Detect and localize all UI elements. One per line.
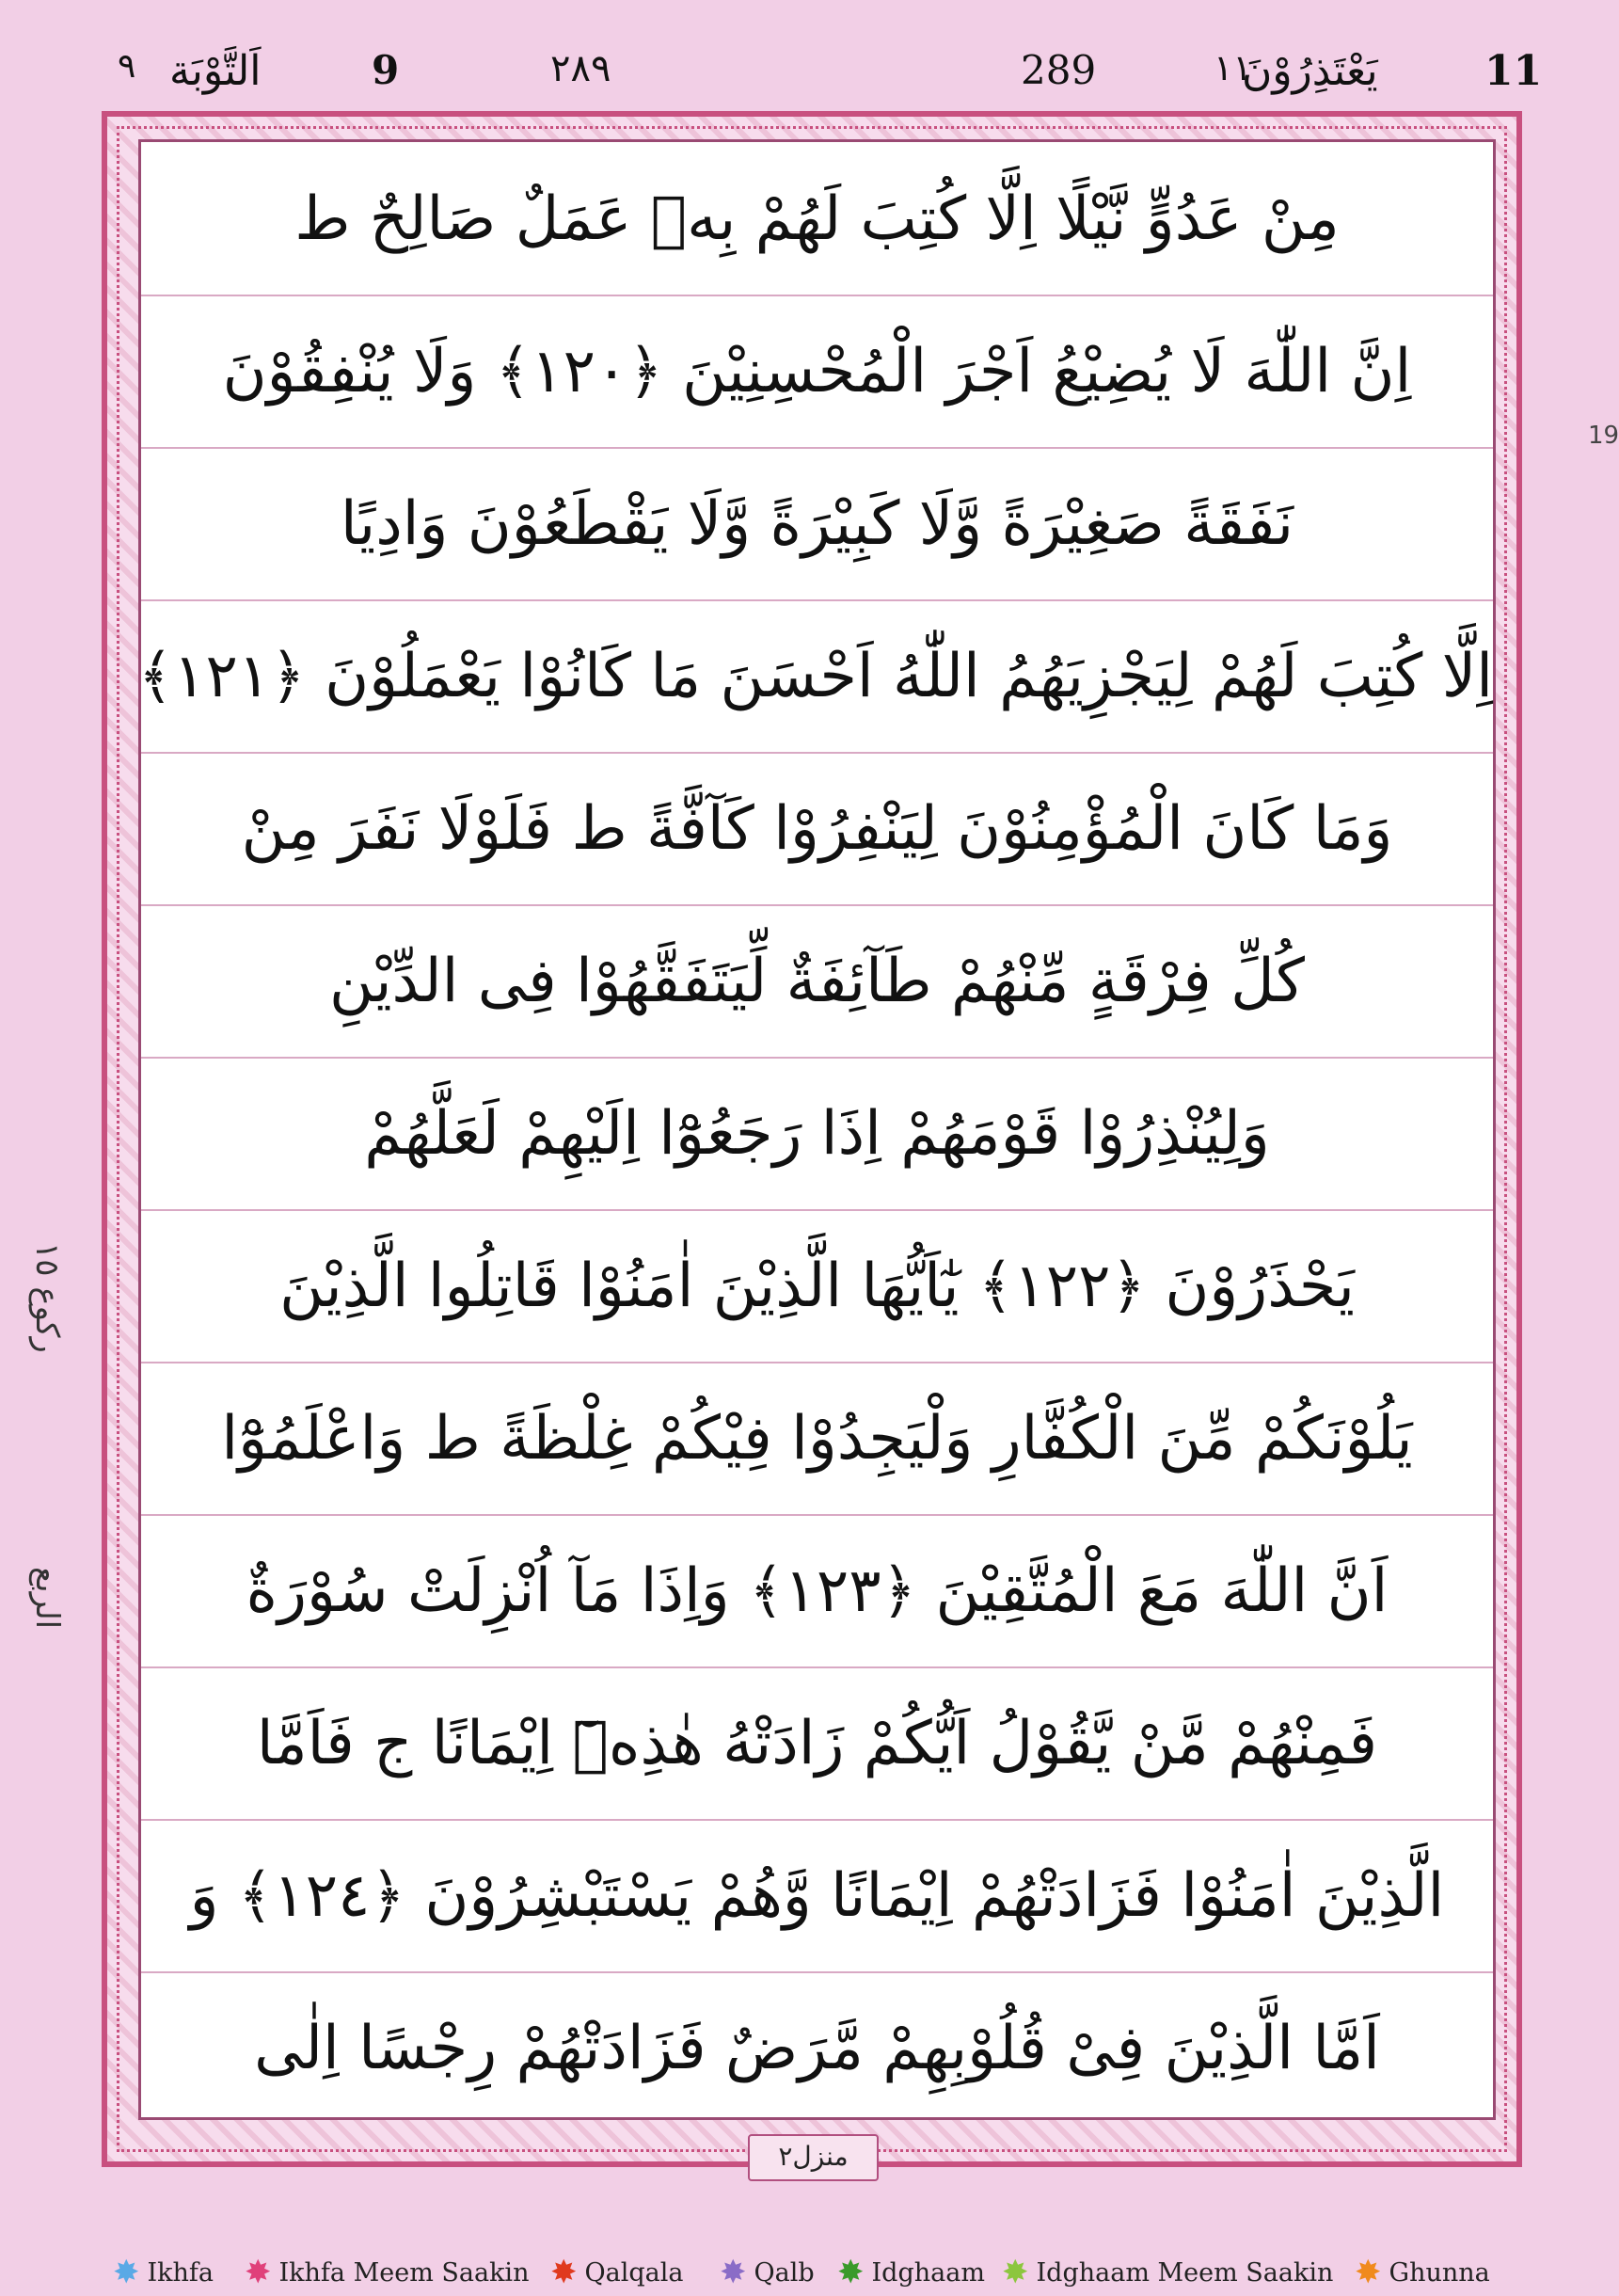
asterisk-icon: ✸ (837, 2254, 865, 2291)
page-header (0, 38, 1613, 122)
legend-item-ikhfa-meem-saakin (245, 2254, 529, 2291)
tajweed-legend (113, 2254, 1599, 2291)
text-line-4: اِلَّا كُتِبَ لَهُمْ لِيَجْزِيَهُمُ اللّٰهُ اَحْسَنَ مَا كَانُوْا يَعْمَلُوْنَ ﴿١٢١﴾ (141, 599, 1493, 754)
legend-item-idghaam-meem-saakin (1002, 2254, 1333, 2291)
legend-item-qalb (720, 2254, 815, 2291)
text-line-8: يَحْذَرُوْنَ ﴿١٢٢﴾ يٰٓاَيُّهَا الَّذِيْنَ اٰمَنُوْا قَاتِلُوا الَّذِيْنَ (141, 1209, 1493, 1363)
text-line-10: اَنَّ اللّٰهَ مَعَ الْمُتَّقِيْنَ ﴿١٢٣﴾ وَاِذَا مَآ اُنْزِلَتْ سُوْرَةٌ (141, 1514, 1493, 1668)
ruku-marker: ركوع ١٥ (28, 1242, 66, 1353)
juz-name: يَعْتَذِرُوْنَ (1242, 47, 1378, 95)
surah-number: 9 (372, 47, 400, 93)
quran-text-area (138, 139, 1496, 2120)
surah-arabic-number: ٩ (118, 47, 136, 86)
legend-label: Ikhfa Meem Saakin (278, 2257, 530, 2288)
text-line-7: وَلِيُنْذِرُوْا قَوْمَهُمْ اِذَا رَجَعُوْٓا اِلَيْهِمْ لَعَلَّهُمْ (141, 1057, 1493, 1211)
text-line-3: نَفَقَةً صَغِيْرَةً وَّلَا كَبِيْرَةً وَّلَا يَقْطَعُوْنَ وَادِيًا (141, 447, 1493, 601)
asterisk-icon: ✸ (1355, 2254, 1382, 2291)
asterisk-icon: ✸ (720, 2254, 747, 2291)
text-line-2: اِنَّ اللّٰهَ لَا يُضِيْعُ اَجْرَ الْمُحْسِنِيْنَ ﴿١٢٠﴾ وَلَا يُنْفِقُوْنَ (141, 295, 1493, 449)
legend-item-ikhfa (113, 2254, 214, 2291)
legend-label: Ghunna (1389, 2257, 1490, 2288)
surah-name: اَلتَّوْبَة (169, 47, 262, 95)
legend-label: Qalb (754, 2257, 815, 2288)
text-line-1: مِنْ عَدُوٍّ نَّيْلًا اِلَّا كُتِبَ لَهُمْ بِهٖ عَمَلٌ صَالِحٌ ط (141, 142, 1493, 296)
text-line-12: الَّذِيْنَ اٰمَنُوْا فَزَادَتْهُمْ اِيْمَانًا وَّهُمْ يَسْتَبْشِرُوْنَ ﴿١٢٤﴾ وَ (141, 1819, 1493, 1973)
juz-number: 11 (1484, 47, 1543, 95)
legend-label: Ikhfa (147, 2257, 214, 2288)
text-line-13: اَمَّا الَّذِيْنَ فِىْ قُلُوْبِهِمْ مَّرَضٌ فَزَادَتْهُمْ رِجْسًا اِلٰى (254, 2014, 1380, 2083)
hizb-marker: الربع (28, 1567, 66, 1630)
text-line-11: فَمِنْهُمْ مَّنْ يَّقُوْلُ اَيُّكُمْ زَادَتْهُ هٰذِهٖٓ اِيْمَانًا ج فَاَمَّا (141, 1666, 1493, 1821)
asterisk-icon: ✸ (1002, 2254, 1029, 2291)
text-line-5: وَمَا كَانَ الْمُؤْمِنُوْنَ لِيَنْفِرُوْا كَآفَّةً ط فَلَوْلَا نَفَرَ مِنْ (141, 752, 1493, 906)
legend-item-idghaam (837, 2254, 985, 2291)
page-number: 289 (1021, 47, 1097, 93)
legend-item-ghunna (1355, 2254, 1490, 2291)
asterisk-icon: ✸ (550, 2254, 578, 2291)
juz-arabic-number: ١١ (1214, 47, 1252, 88)
page-number-arabic: ٢٨٩ (550, 47, 611, 90)
text-line-6: كُلِّ فِرْقَةٍ مِّنْهُمْ طَآئِفَةٌ لِّيَتَفَقَّهُوْا فِى الدِّيْنِ (141, 904, 1493, 1059)
legend-item-qalqala (550, 2254, 683, 2291)
legend-label: Qalqala (584, 2257, 684, 2288)
manzil-label: منزل٢ (748, 2134, 879, 2181)
asterisk-icon: ✸ (245, 2254, 272, 2291)
legend-label: Idghaam Meem Saakin (1036, 2257, 1334, 2288)
legend-label: Idghaam (871, 2257, 985, 2288)
side-number: 19 (1588, 422, 1619, 450)
text-line-9: يَلُوْنَكُمْ مِّنَ الْكُفَّارِ وَلْيَجِدُوْا فِيْكُمْ غِلْظَةً ط وَاعْلَمُوْٓا (141, 1362, 1493, 1516)
asterisk-icon: ✸ (113, 2254, 140, 2291)
